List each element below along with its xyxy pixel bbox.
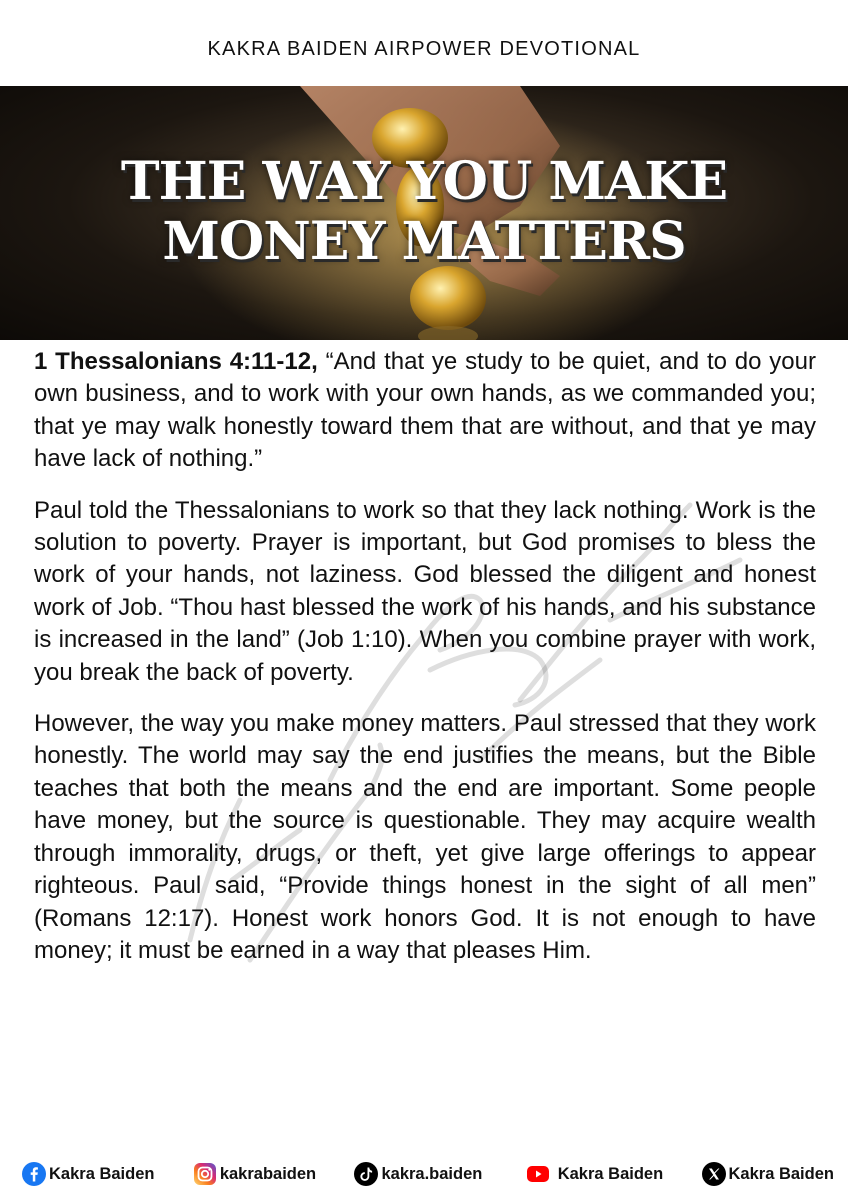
social-media-bar <box>22 1158 834 1190</box>
scripture-paragraph <box>34 346 816 476</box>
social-youtube[interactable] <box>521 1162 663 1186</box>
banner-title-line-1: THE WAY YOU MAKE <box>120 151 728 212</box>
social-facebook[interactable] <box>22 1162 154 1186</box>
youtube-handle: Kakra Baiden <box>557 1164 664 1183</box>
scripture-text: “And that ye study to be quiet, and to do your own business, and to work with your own hands, as we commanded you; that ye may walk honestly toward them that are without, and that ye may have lack of nothing.” <box>34 348 816 473</box>
tiktok-icon <box>354 1162 378 1186</box>
body-paragraph-3: However, the way you make money matters. Paul stressed that they work honestly. The world may say the end justifies the means, but the Bible teaches that both the means and the end are important. Some people have money, but the source is questionable. They may acquire wealth through immorality, drugs, or theft, yet give large offerings to appear righteous. Paul said, “Provide things honest in the sight of all men” (Romans 12:17). Honest work honors God. It is not enough to have money; it must be earned in a way that pleases Him. <box>34 710 816 964</box>
youtube-icon <box>521 1162 555 1186</box>
devotional-body <box>34 346 816 986</box>
facebook-handle: Kakra Baiden <box>49 1164 155 1183</box>
social-instagram[interactable] <box>193 1162 316 1186</box>
instagram-icon <box>193 1162 217 1186</box>
body-paragraph-2: Paul told the Thessalonians to work so that they lack nothing. Work is the solution to poverty. Prayer is important, but God promises to bless the work of your hands, not laziness. God blessed the diligent and honest work of Job. “Thou hast blessed the work of his hands, and his substance is increased in the land” (Job 1:10). When you combine prayer with work, you break the back of poverty. <box>34 496 816 686</box>
facebook-icon <box>22 1162 46 1186</box>
social-tiktok[interactable] <box>354 1162 482 1186</box>
x-handle: Kakra Baiden <box>728 1164 834 1183</box>
scripture-reference: 1 Thessalonians 4:11-12, <box>34 348 318 375</box>
instagram-handle: kakrabaiden <box>219 1164 317 1183</box>
banner-title-line-2: MONEY MATTERS <box>162 211 686 272</box>
tiktok-handle: kakra.baiden <box>381 1164 483 1183</box>
devotional-header: KAKRA BAIDEN AIRPOWER DEVOTIONAL <box>207 38 641 60</box>
title-banner <box>0 86 848 340</box>
social-x[interactable] <box>702 1162 834 1186</box>
x-icon <box>702 1162 726 1186</box>
